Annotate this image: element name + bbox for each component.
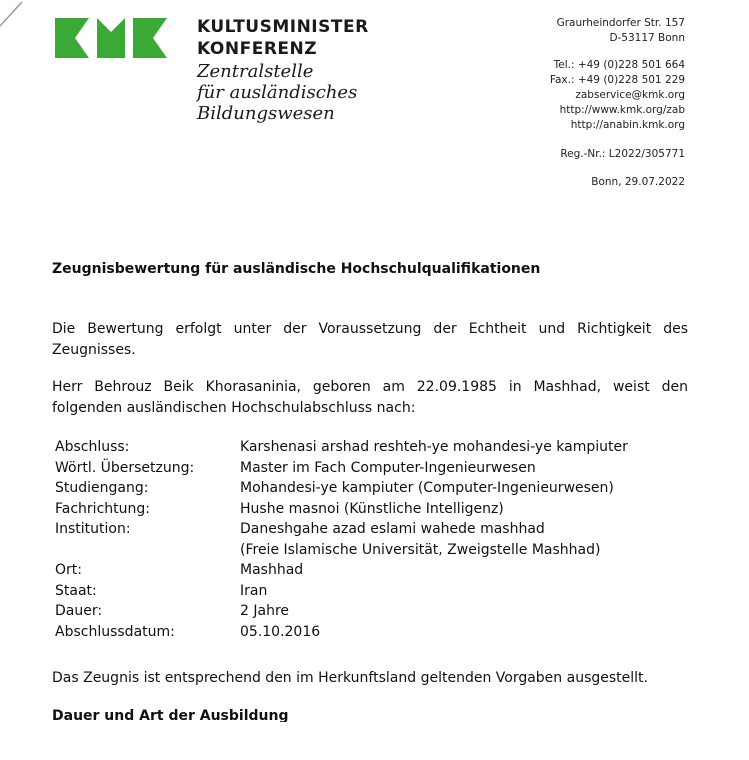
registration-number: Reg.-Nr.: L2022/305771 bbox=[560, 148, 685, 160]
fact-label: Abschlussdatum: bbox=[55, 623, 175, 640]
address-web-zab: http://www.kmk.org/zab bbox=[559, 104, 685, 116]
paragraph-precondition: Die Bewertung erfolgt unter der Voraussetzung der Echtheit und Richtigkeit des Zeugnisses. bbox=[52, 321, 688, 358]
fact-value: Mashhad bbox=[240, 562, 304, 578]
org-name-line-2: KONFERENZ bbox=[197, 39, 318, 59]
fact-value: Iran bbox=[240, 582, 268, 599]
org-subtitle-line-3: Bildungswesen bbox=[197, 103, 335, 124]
fact-label: Fachrichtung: bbox=[55, 500, 150, 517]
org-name-line-1: KULTUSMINISTER bbox=[197, 17, 369, 37]
address-city: D-53117 Bonn bbox=[609, 32, 685, 44]
fact-value: 2 Jahre bbox=[240, 603, 289, 619]
fact-row-abschluss bbox=[55, 437, 628, 458]
fact-value: Hushe masnoi (Künstliche Intelligenz) bbox=[240, 500, 504, 517]
fact-value: 05.10.2016 bbox=[240, 623, 321, 640]
letter-date: Bonn, 29.07.2022 bbox=[591, 176, 685, 188]
fact-label: Dauer: bbox=[55, 603, 103, 619]
fact-row-fachrichtung bbox=[55, 499, 628, 520]
address-fax: Fax.: +49 (0)228 501 229 bbox=[549, 74, 685, 86]
fact-label: Institution: bbox=[55, 521, 131, 537]
fact-value: Mohandesi-ye kampiuter (Computer-Ingenieurwesen) bbox=[240, 480, 614, 496]
document-title: Zeugnisbewertung für ausländische Hochschulqualifikationen bbox=[52, 261, 541, 277]
address-tel: Tel.: +49 (0)228 501 664 bbox=[553, 59, 685, 71]
fact-label: Abschluss: bbox=[55, 439, 130, 455]
org-subtitle-line-2: für ausländisches bbox=[197, 82, 358, 103]
section-heading-duration: Dauer und Art der Ausbildung bbox=[52, 708, 289, 722]
fact-row-ort bbox=[55, 560, 628, 581]
organization-subtitle bbox=[197, 61, 357, 124]
fact-label: Wörtl. Übersetzung: bbox=[55, 459, 195, 476]
institution-translation: (Freie Islamische Universität, Zweigstelle Mashhad) bbox=[240, 541, 601, 558]
fact-row-studiengang bbox=[55, 478, 628, 499]
address-web-anabin: http://anabin.kmk.org bbox=[570, 119, 685, 131]
fact-value: Karshenasi arshad reshteh-ye mohandesi-ye kampiuter bbox=[240, 439, 628, 455]
fact-value bbox=[240, 519, 628, 560]
fact-row-uebersetzung bbox=[55, 458, 628, 479]
sender-address bbox=[550, 16, 685, 133]
address-email: zabservice@kmk.org bbox=[575, 89, 685, 101]
paragraph-conclusion: Das Zeugnis ist entsprechend den im Herkunftsland geltenden Vorgaben ausgestellt. bbox=[52, 670, 648, 686]
fact-value: Master im Fach Computer-Ingenieurwesen bbox=[240, 459, 536, 476]
institution-name: Daneshgahe azad eslami wahede mashhad bbox=[240, 521, 545, 537]
org-subtitle-line-1: Zentralstelle bbox=[197, 61, 314, 82]
fact-row-abschlussdatum bbox=[55, 622, 628, 643]
organization-name bbox=[197, 16, 369, 60]
fact-row-staat bbox=[55, 581, 628, 602]
fact-label: Studiengang: bbox=[55, 480, 149, 496]
corner-scan-mark bbox=[0, 0, 40, 40]
fact-row-dauer bbox=[55, 601, 628, 622]
address-street: Graurheindorfer Str. 157 bbox=[556, 17, 685, 29]
fact-row-institution bbox=[55, 519, 628, 560]
fact-label: Ort: bbox=[55, 562, 82, 578]
paragraph-holder: Herr Behrouz Beik Khorasaninia, geboren am 22.09.1985 in Mashhad, weist den folgenden ausländischen Hochschulabschluss nach: bbox=[52, 379, 688, 416]
fact-label: Staat: bbox=[55, 582, 97, 599]
kmk-logo bbox=[55, 18, 180, 58]
degree-facts bbox=[55, 437, 628, 642]
